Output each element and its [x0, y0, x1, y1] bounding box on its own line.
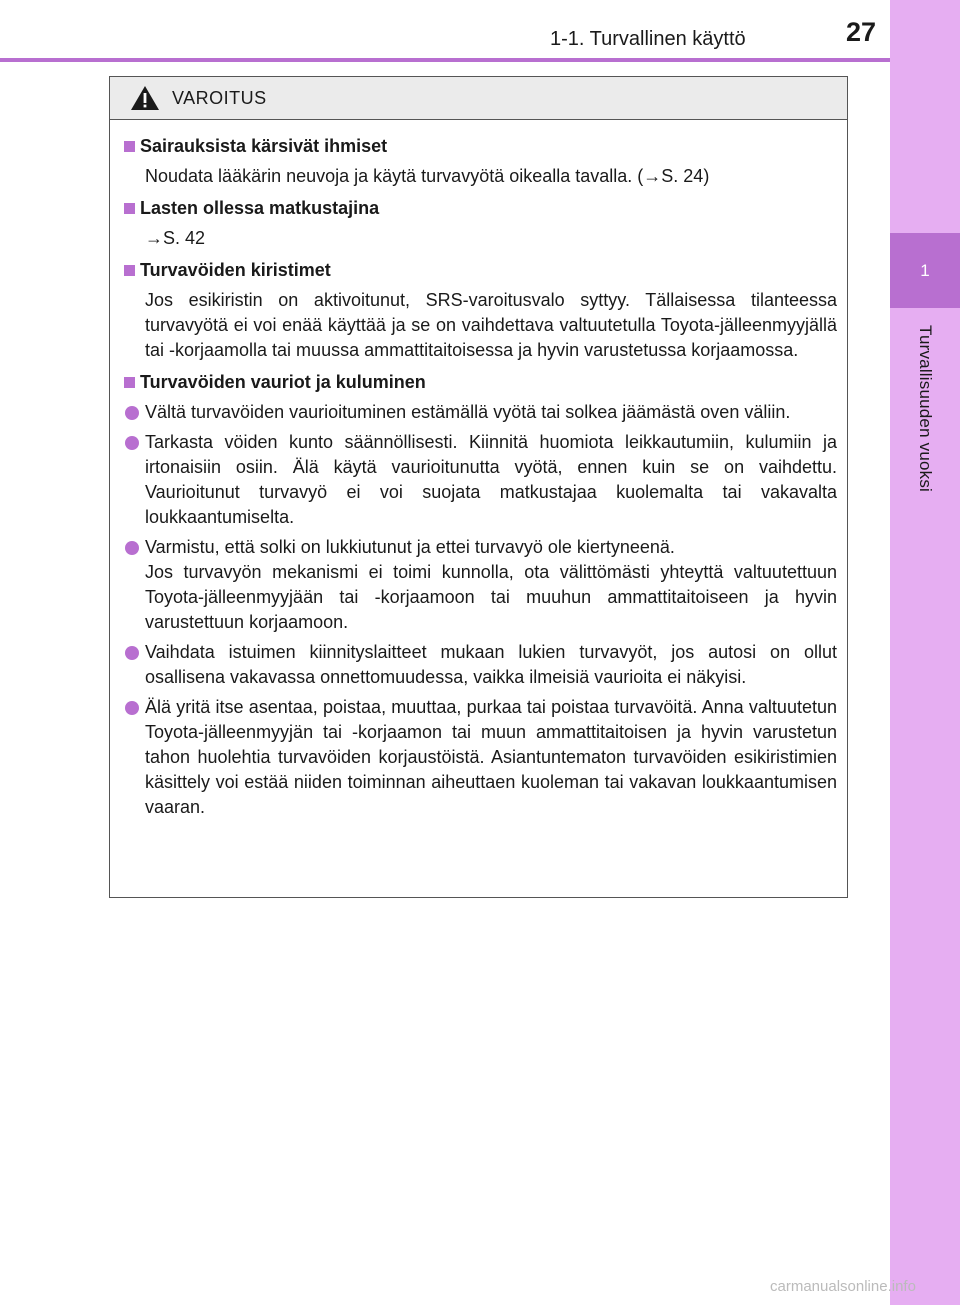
warning-triangle-icon [130, 85, 160, 111]
circle-bullet-icon [124, 645, 140, 661]
chapter-number-block [890, 233, 960, 308]
list-item [122, 695, 837, 820]
circle-bullet-icon [124, 405, 140, 421]
list-item-text: Tarkasta vöiden kunto säännöllisesti. Kiinnitä huomiota leikkautumiin, kulumiin ja irtonaisiin osiin. Älä käytä vaurioitunutta vyötä, ennen kuin se on vaihdettu. Vaurioitunut turvavyö ei voi suojata matkustajaa kuolemalta tai vakavalta loukkaantumiselta. [145, 432, 837, 527]
section-heading-text: Sairauksista kärsivät ihmiset [140, 136, 388, 156]
list-item-text: Vaihdata istuimen kiinnityslaitteet mukaan lukien turvavyöt, jos autosi on ollut osallisena vakavassa onnettomuudessa, vaikka ilmeisiä vaurioita ei näkyisi. [145, 642, 837, 687]
list-item-text-block [145, 535, 837, 635]
section-heading-text: Lasten ollessa matkustajina [140, 198, 380, 218]
list-item-text: Vältä turvavöiden vaurioituminen estämällä vyötä tai solkea jäämästä oven väliin. [145, 402, 791, 422]
list-item [122, 640, 837, 690]
square-bullet-icon [124, 141, 135, 152]
list-item [122, 535, 837, 635]
section-heading [122, 258, 837, 283]
list-item [122, 400, 837, 425]
watermark: carmanualsonline.info [770, 1278, 916, 1295]
section-title: 1-1. Turvallinen käyttö [550, 28, 746, 50]
page-number: 27 [846, 17, 877, 47]
chapter-number: 1 [920, 260, 930, 280]
square-bullet-icon [124, 377, 135, 388]
chapter-side-tab [890, 0, 960, 1305]
list-item-text: Älä yritä itse asentaa, poistaa, muuttaa, purkaa tai poistaa turvavöitä. Anna valtuutetun Toyota-jälleenmyyjän tai -korjaamon tai muun ammattitaitoisen ja hyvin varustetun tahon huolehtia turvavöiden korjaustöistä. Asiantuntematon turvavöiden esikiristimien käsittely voi estää niiden toiminnan aiheuttaen kuoleman tai vakavan loukkaantumisen vaaran. [145, 697, 837, 817]
circle-bullet-icon [124, 700, 140, 716]
section-paragraph: →S. 42 [145, 228, 206, 248]
section-paragraph: Noudata lääkärin neuvoja ja käytä turvavyötä oikealla tavalla. (→S. 24) [145, 166, 710, 186]
section-paragraph: Jos esikiristin on aktivoitunut, SRS-varoitusvalo syttyy. Tällaisessa tilanteessa turvavyötä ei voi enää käyttää ja se on vaihdettava valtuutetulla Toyota-jälleenmyyjällä tai -korjaamolla tai muussa ammattitaitoisessa ja hyvin varustetussa korjaamossa. [145, 290, 837, 360]
circle-bullet-icon [124, 540, 140, 556]
section-heading [122, 370, 837, 395]
warning-body [110, 120, 847, 820]
square-bullet-icon [124, 203, 135, 214]
chapter-title: Turvallisuuden vuoksi [916, 325, 935, 493]
warning-box [109, 76, 848, 898]
section-heading-text: Turvavöiden kiristimet [140, 260, 331, 280]
section-heading-text: Turvavöiden vauriot ja kuluminen [140, 372, 426, 392]
circle-bullet-icon [124, 435, 140, 451]
list-item [122, 430, 837, 530]
square-bullet-icon [124, 265, 135, 276]
list-item-continuation: Jos turvavyön mekanismi ei toimi kunnolla, ota välittömästi yhteyttä valtuutettuun Toyota-jälleenmyyjään tai -korjaamoon tai muuhun ammattitaitoiseen ja hyvin varustettuun korjaamoon. [145, 562, 837, 632]
section-heading [122, 134, 837, 159]
list-item-text: Varmistu, että solki on lukkiutunut ja ettei turvavyö ole kiertyneenä. [145, 537, 675, 557]
header-rule [0, 58, 890, 62]
warning-header [110, 77, 847, 120]
section-heading [122, 196, 837, 221]
chapter-title-container [890, 325, 960, 525]
warning-label: VAROITUS [172, 87, 267, 108]
